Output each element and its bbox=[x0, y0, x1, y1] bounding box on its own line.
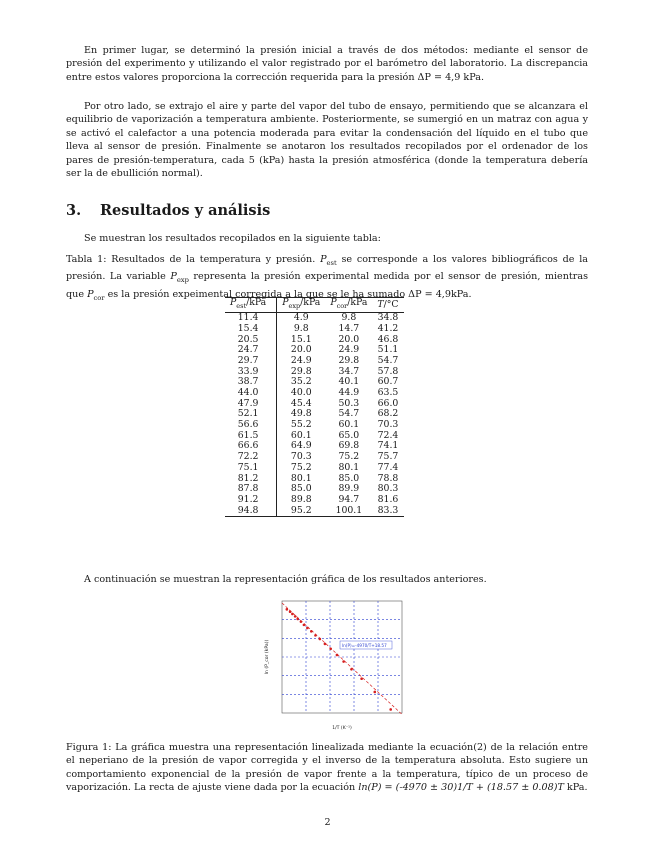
table-row bbox=[225, 356, 404, 367]
table-row bbox=[225, 420, 404, 431]
table-cell: 91.2 bbox=[225, 495, 277, 506]
table-cell: 51.1 bbox=[377, 344, 399, 356]
table-cell: 70.3 bbox=[290, 451, 312, 463]
table-cell: 81.2 bbox=[225, 473, 277, 484]
table-caption-text-2: representa la presión experimental medida por el sensor de presión, mientras que bbox=[66, 271, 588, 300]
table-cell: 74.1 bbox=[377, 440, 399, 452]
table-cell: 14.7 bbox=[338, 322, 360, 334]
table-cell: 64.9 bbox=[290, 440, 312, 452]
table-cell: 60.1 bbox=[338, 419, 360, 431]
table-cell: 78.8 bbox=[377, 472, 399, 484]
results-table bbox=[225, 297, 404, 517]
data-point bbox=[294, 615, 297, 618]
table-cell: 69.8 bbox=[338, 440, 360, 452]
table-cell: 80.1 bbox=[338, 461, 360, 473]
table-cell: 75.1 bbox=[225, 463, 277, 474]
table-cell: 33.9 bbox=[225, 366, 277, 377]
data-point bbox=[350, 668, 353, 671]
data-point bbox=[300, 620, 303, 623]
table-cell: 40.1 bbox=[338, 376, 360, 388]
table-cell: 54.7 bbox=[338, 408, 360, 420]
table-cell: 35.2 bbox=[290, 376, 312, 388]
table-body bbox=[225, 313, 404, 517]
fit-label: ln(P)=-4970/T+18.57 bbox=[342, 643, 387, 648]
paragraph-procedure: Por otro lado, se extrajo el aire y parte del vapor del tubo de ensayo, permitiendo que se alcanzara el equilibrio de vaporización a temperatura ambiente. Posteriormente, se sumergió en un matraz con agua y se activó el calefactor a una potencia moderada para evitar la condensación del líquido en el tubo que lleva al sensor de presión. Finalmente se anotaron los resultados recopilados por el ordenador de los pares de presión-temperatura, cada 5 (kPa) hasta la presión atmosférica (donde la temperatura debería ser la de ebullición normal). bbox=[66, 101, 588, 180]
symbol-p-cor: P bbox=[87, 288, 94, 300]
symbol-p-exp: P bbox=[170, 271, 177, 283]
table-cell: 75.2 bbox=[338, 451, 360, 463]
table-row bbox=[225, 495, 404, 506]
table-header-cell: $P_{exp}$/kPa bbox=[277, 298, 326, 313]
table-cell: 89.8 bbox=[290, 493, 312, 505]
table-header-row bbox=[225, 298, 404, 313]
table-cell: 52.1 bbox=[225, 409, 277, 420]
table-row bbox=[225, 388, 404, 399]
figure-caption-tail: kPa. bbox=[563, 782, 588, 794]
table-cell: 75.2 bbox=[290, 461, 312, 473]
table-cell: 34.7 bbox=[338, 365, 360, 377]
data-point bbox=[306, 627, 309, 630]
figure-caption-lead: Figura 1: La gráfica muestra una representación linealizada mediante la ecuación(2) de la relación entre el neperiano de la presión de vapor corregida y el inverso de la temperatura absoluta. Esto sugiere un comportamiento exponencial de la presión de vapor frente a la temperatura, típico de un proceso de vaporización. La recta de ajuste viene dada por la ecuación bbox=[66, 742, 588, 794]
data-point bbox=[319, 638, 322, 641]
table-cell: 45.4 bbox=[290, 397, 312, 409]
data-point bbox=[324, 643, 327, 646]
table-caption-text-3: es la presión expeimental corregida a la que se le ha sumado ΔP = 4,9kPa. bbox=[104, 288, 472, 300]
data-point bbox=[342, 660, 345, 663]
table-cell: 57.8 bbox=[377, 365, 399, 377]
table-cell: 94.8 bbox=[225, 505, 277, 516]
page-number: 2 bbox=[324, 817, 331, 828]
data-point bbox=[373, 691, 376, 694]
table-cell: 24.7 bbox=[225, 345, 277, 356]
table-cell: 77.4 bbox=[377, 461, 399, 473]
paragraph-table-intro: Se muestran los resultados recopilados en la siguiente tabla: bbox=[84, 233, 381, 244]
table-cell: 9.8 bbox=[341, 312, 357, 324]
table-cell: 65.0 bbox=[338, 429, 360, 441]
table-caption-text-1: se corresponde a los valores bibliográficos de la presión. La variable bbox=[66, 254, 588, 283]
data-point bbox=[296, 618, 299, 621]
data-point bbox=[286, 608, 289, 611]
table-cell: 85.0 bbox=[290, 483, 312, 495]
table-cell: 61.5 bbox=[225, 431, 277, 442]
paragraph-figure-intro: A continuación se muestran la representación gráfica de los resultados anteriores. bbox=[84, 574, 487, 585]
table-cell: 38.7 bbox=[225, 377, 277, 388]
table-cell: 20.0 bbox=[290, 344, 312, 356]
table-header-cell: $P_{cor}$/kPa bbox=[325, 298, 372, 313]
data-point bbox=[314, 634, 317, 637]
table-cell: 89.9 bbox=[338, 483, 360, 495]
table-cell: 29.8 bbox=[338, 354, 360, 366]
table-row bbox=[225, 463, 404, 474]
data-point bbox=[303, 624, 306, 627]
table-cell: 66.6 bbox=[225, 441, 277, 452]
table-cell: 95.2 bbox=[277, 505, 326, 516]
table-cell: 34.8 bbox=[377, 312, 399, 324]
table-cell: 55.2 bbox=[290, 419, 312, 431]
fit-equation-fraction: 1/T bbox=[457, 782, 473, 794]
data-point bbox=[289, 610, 292, 613]
table-cell: 75.7 bbox=[377, 451, 399, 463]
table-cell: 44.9 bbox=[338, 387, 360, 399]
table-cell: 29.7 bbox=[225, 356, 277, 367]
table-row bbox=[225, 324, 404, 335]
paragraph-pressure-correction: En primer lugar, se determinó la presión inicial a través de dos métodos: mediante el sensor de presión del experimento y utilizando el valor registrado por el barómetro del laboratorio. La discrepancia entre estos valores proporciona la corrección requerida para la presión ΔP = 4,9 kPa. bbox=[66, 45, 588, 83]
table-cell: 24.9 bbox=[290, 354, 312, 366]
table-cell: 68.2 bbox=[377, 408, 399, 420]
table-cell: 85.0 bbox=[338, 472, 360, 484]
section-heading bbox=[66, 202, 270, 219]
data-point bbox=[310, 630, 313, 633]
table-cell: 72.4 bbox=[377, 429, 399, 441]
table-cell: 72.2 bbox=[225, 452, 277, 463]
table-cell: 80.3 bbox=[377, 483, 399, 495]
section-number: 3. bbox=[66, 202, 82, 219]
table-cell: 81.6 bbox=[377, 493, 399, 505]
table-caption-lead: Tabla 1: Resultados de la temperatura y presión. bbox=[66, 254, 321, 265]
table-cell: 87.8 bbox=[225, 484, 277, 495]
table-cell: 60.1 bbox=[290, 429, 312, 441]
table-cell: 4.9 bbox=[293, 312, 309, 324]
table-cell: 41.2 bbox=[377, 322, 399, 334]
table-cell: 100.1 bbox=[325, 505, 372, 516]
y-axis-label: ln (P_cor (kPa)) bbox=[265, 639, 270, 675]
fit-equation: ln(P) = (-4970 ± 30) bbox=[358, 782, 458, 794]
table-cell: 94.7 bbox=[338, 493, 360, 505]
table-cell: 15.1 bbox=[290, 333, 312, 345]
table-row bbox=[225, 313, 404, 324]
table-cell: 44.0 bbox=[225, 388, 277, 399]
table-cell: 80.1 bbox=[290, 472, 312, 484]
lnp-vs-inverse-t-chart bbox=[258, 593, 408, 738]
table-cell: 56.6 bbox=[225, 420, 277, 431]
symbol-p-exp-sub: exp bbox=[176, 276, 189, 285]
symbol-p-cor-sub: cor bbox=[93, 293, 105, 302]
table-cell: 15.4 bbox=[225, 324, 277, 335]
table-cell: 40.0 bbox=[290, 387, 312, 399]
table-cell: 70.3 bbox=[377, 419, 399, 431]
section-title: Resultados y análisis bbox=[100, 202, 271, 219]
data-point bbox=[329, 647, 332, 650]
x-axis-label: 1/T (K⁻¹) bbox=[332, 726, 352, 731]
table-cell: 9.8 bbox=[293, 322, 309, 334]
table-cell: 50.3 bbox=[338, 397, 360, 409]
symbol-p-est-sub: est bbox=[326, 258, 337, 267]
data-point bbox=[336, 654, 339, 657]
table-cell: 29.8 bbox=[290, 365, 312, 377]
data-point bbox=[360, 677, 363, 680]
symbol-p-est: P bbox=[320, 254, 327, 265]
table-cell: 83.3 bbox=[372, 505, 403, 516]
data-point bbox=[389, 708, 392, 711]
table-cell: 54.7 bbox=[377, 354, 399, 366]
table-header-cell: T/°C bbox=[372, 298, 403, 313]
table-cell: 60.7 bbox=[377, 376, 399, 388]
table-header-cell: $P_{est}$/kPa bbox=[225, 298, 277, 313]
figure-caption bbox=[66, 741, 588, 795]
fit-equation-var: T bbox=[557, 782, 564, 794]
table-cell: 49.8 bbox=[290, 408, 312, 420]
table-cell: 63.5 bbox=[377, 387, 399, 399]
table-cell: 20.5 bbox=[225, 334, 277, 345]
table-cell: 24.9 bbox=[338, 344, 360, 356]
fit-equation-2: + (18.57 ± 0.08) bbox=[472, 782, 558, 794]
table-cell: 47.9 bbox=[225, 399, 277, 410]
table-cell: 46.8 bbox=[377, 333, 399, 345]
table-cell: 66.0 bbox=[377, 397, 399, 409]
table-cell: 20.0 bbox=[338, 333, 360, 345]
table-cell: 11.4 bbox=[225, 313, 277, 324]
data-point bbox=[291, 613, 294, 616]
table-row bbox=[225, 505, 404, 516]
